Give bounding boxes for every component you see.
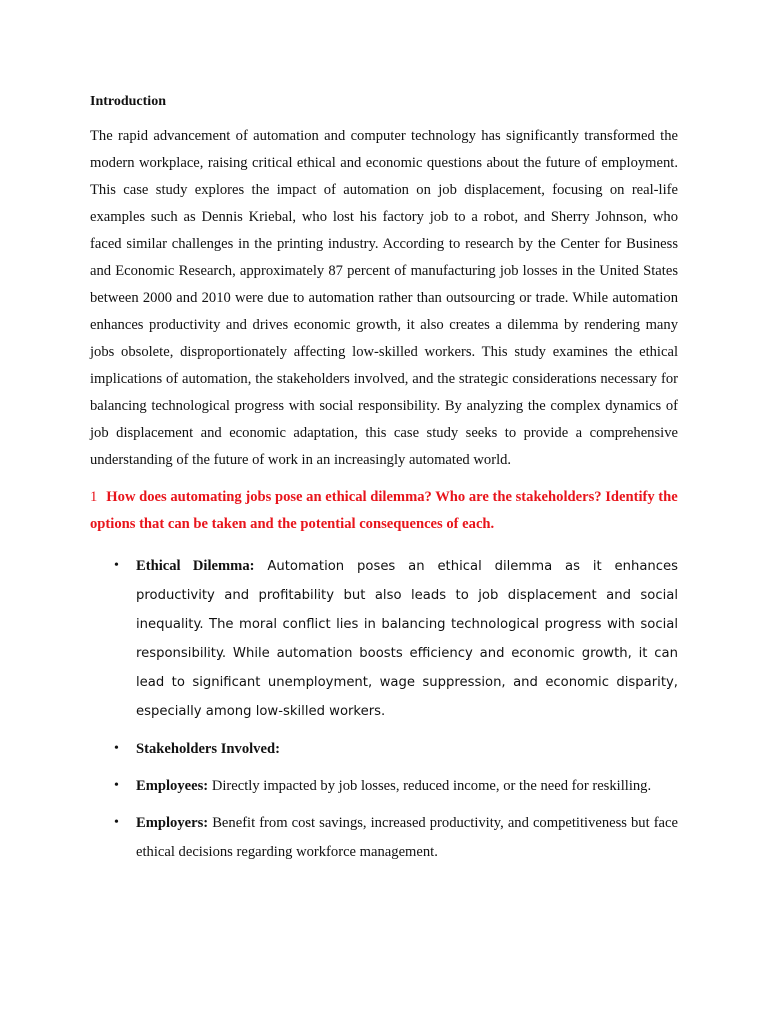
- bullet-icon: •: [114, 778, 119, 793]
- bullet-icon: •: [114, 815, 119, 830]
- stakeholders-label: Stakeholders Involved:: [136, 741, 280, 757]
- employees-label: Employees:: [136, 778, 209, 794]
- question-number: 1: [90, 489, 98, 505]
- bullet-icon: •: [114, 558, 119, 573]
- employers-label: Employers:: [136, 815, 209, 831]
- document-page: [90, 88, 678, 867]
- question-text: How does automating jobs pose an ethical dilemma? Who are the stakeholders? Identify the options that can be taken and the potential consequences of each.: [90, 489, 678, 532]
- list-item-employers: [90, 809, 678, 867]
- ethical-dilemma-text: Automation poses an ethical dilemma as it enhances productivity and profitability but also leads to job displacement and social inequality. The moral conflict lies in balancing technological progress with social responsibility. While automation boosts efficiency and economic growth, it can lead to significant unemployment, wage suppression, and economic disparity, especially among low-skilled workers.: [136, 559, 679, 719]
- stakeholder-list: [90, 552, 678, 867]
- employers-text: Benefit from cost savings, increased productivity, and competitiveness but face ethical decisions regarding workforce management.: [136, 815, 678, 860]
- list-item-employees: [90, 772, 678, 801]
- intro-paragraph: The rapid advancement of automation and computer technology has significantly transformed the modern workplace, raising critical ethical and economic questions about the future of employment. This case study explores the impact of automation on job displacement, focusing on real-life examples such as Dennis Kriebal, who lost his factory job to a robot, and Sherry Johnson, who faced similar challenges in the printing industry. According to research by the Center for Business and Economic Research, approximately 87 percent of manufacturing job losses in the United States between 2000 and 2010 were due to automation rather than outsourcing or trade. While automation enhances productivity and drives economic growth, it also creates a dilemma by rendering many jobs obsolete, disproportionately affecting low-skilled workers. This study examines the ethical implications of automation, the stakeholders involved, and the strategic considerations necessary for balancing technological progress with social responsibility. By analyzing the complex dynamics of job displacement and economic adaptation, this case study seeks to provide a comprehensive understanding of the future of work in an increasingly automated world.: [90, 128, 678, 468]
- employees-text: Directly impacted by job losses, reduced income, or the need for reskilling.: [211, 778, 652, 794]
- ethical-dilemma-label: Ethical Dilemma:: [136, 558, 255, 574]
- list-item-ethical-dilemma: [90, 552, 678, 726]
- question-1: [90, 484, 678, 538]
- list-item-stakeholders: [90, 735, 678, 764]
- bullet-icon: •: [114, 741, 119, 756]
- section-heading: Introduction: [90, 94, 166, 109]
